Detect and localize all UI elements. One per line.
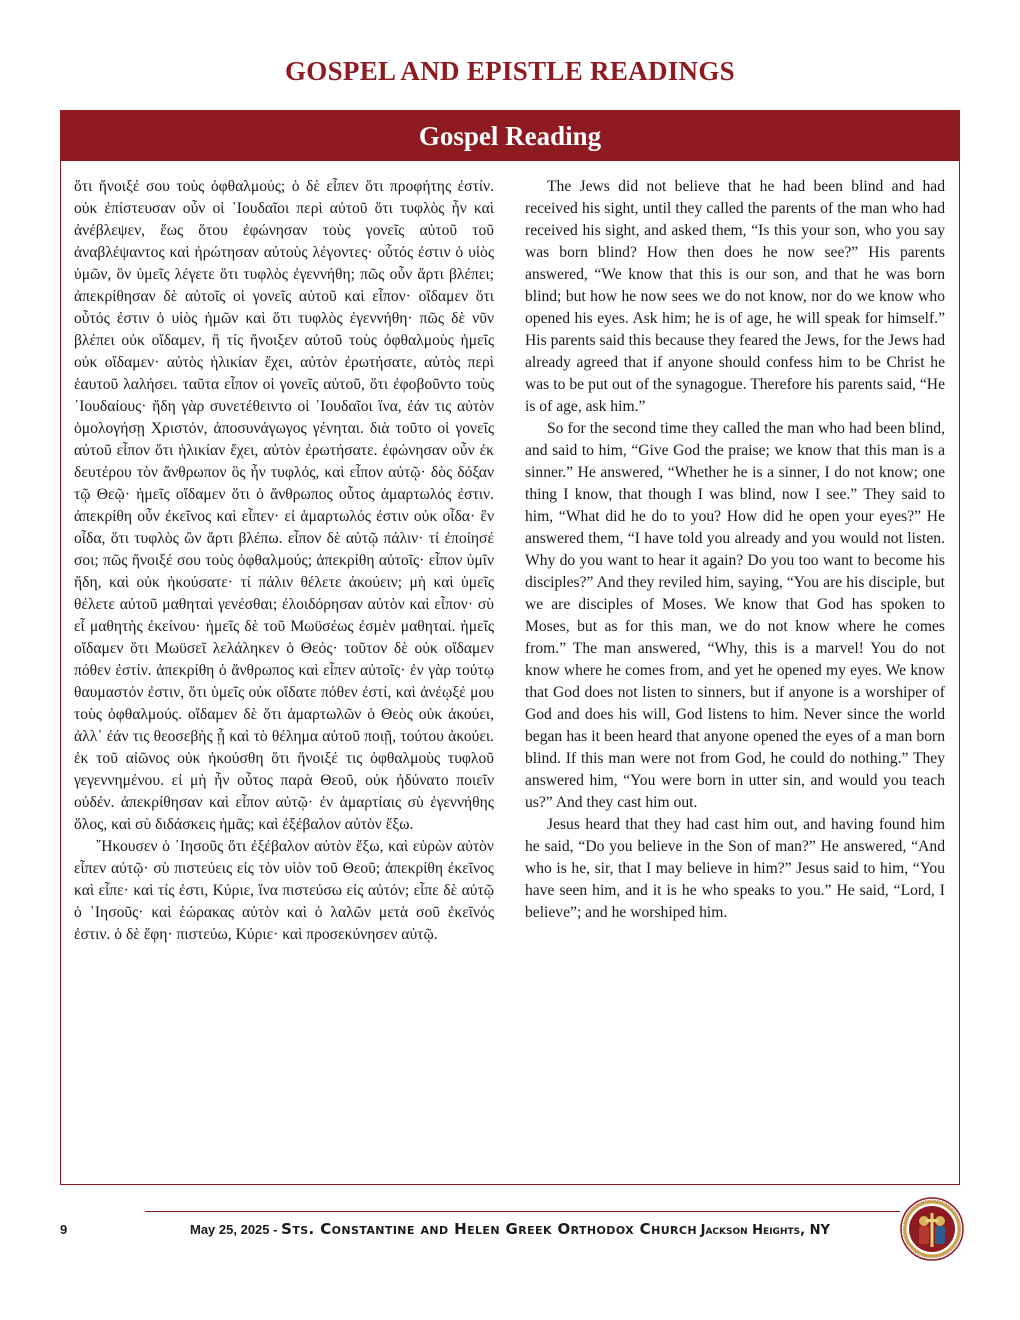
page-title: GOSPEL AND EPISTLE READINGS bbox=[285, 56, 735, 86]
english-paragraph: Jesus heard that they had cast him out, and having found him he said, “Do you believe in the Son of man?” He answered, “And who is he, sir, that I may believe in him?” Jesus said to him, “You have seen him, and it is he who speaks to you.” He said, “Lord, I believe”; and he worshiped him. bbox=[525, 816, 945, 921]
english-paragraph: So for the second time they called the man who had been blind, and said to him, “Give God the praise; we know that this man is a sinner.” He answered, “Whether he is a sinner, I do not know; one thing I know, that though I was blind, now I see.” They said to him, “What did he do to you? How did he open your eyes?” He answered them, “I have told you already and you would not listen. Why do you want to hear it again? Do you too want to become his disciples?” And they reviled him, saying, “You are his disciple, but we are disciples of Moses. We know that God has spoken to Moses, but as for this man, we do not know where he comes from.” The man answered, “Why, this is a marvel! You do not know where he comes from, and yet he opened my eyes. We know that God does not listen to sinners, but if anyone is a worshiper of God and does his will, God listens to him. Never since the world began has it been heard that anyone opened the eyes of a man born blind. If this man were not from God, he could do nothing.” They answered him, “You were born in utter sin, and would you teach us?” And they cast him out. bbox=[525, 420, 945, 811]
page-number: 9 bbox=[60, 1222, 68, 1237]
footer-line bbox=[190, 1220, 890, 1238]
footer-separator: - bbox=[273, 1222, 278, 1237]
english-paragraph: The Jews did not believe that he had been blind and had received his sight, until they called the parents of the man who had received his sight, and asked them, “Is this your son, who you say was born blind? How then does he now see?” His parents answered, “We know that this is our son, and that he was born blind; but how he now sees we do not know, nor do we know who opened his eyes. Ask him; he is of age, he will speak for himself.” His parents said this because they feared the Jews, for the Jews had already agreed that if anyone should confess him to be Christ he was to be put out of the synagogue. Therefore his parents said, “He is of age, ask him.” bbox=[525, 178, 945, 415]
church-seal-icon bbox=[900, 1197, 964, 1261]
greek-paragraph: ὅτι ἤνοιξέ σου τοὺς ὀφθαλμούς; ὁ δὲ εἶπεν ὅτι προφήτης ἐστίν. οὐκ ἐπίστευσαν οὖν οἱ ᾿Ιουδαῖοι περὶ αὐτοῦ ὅτι τυφλὸς ἦν καὶ ἀνέβλεψεν, ἕως ὅτου ἐφώνησαν τοὺς γονεῖς αὐτοῦ τοῦ ἀναβλέψαντος καὶ ἠρώτησαν αὐτοὺς λέγοντες· οὗτός ἐστιν ὁ υἱὸς ὑμῶν, ὃν ὑμεῖς λέγετε ὅτι τυφλὸς ἐγεννήθη; πῶς οὖν ἄρτι βλέπει; ἀπεκρίθησαν δὲ αὐτοῖς οἱ γονεῖς αὐτοῦ καὶ εἶπον· οἴδαμεν ὅτι οὗτός ἐστιν ὁ υἱὸς ἡμῶν καὶ ὅτι τυφλὸς ἐγεννήθη· πῶς δὲ νῦν βλέπει οὐκ οἴδαμεν, ἢ τίς ἤνοιξεν αὐτοῦ τοὺς ὀφθαλμοὺς ἡμεῖς οὐκ οἴδαμεν· αὐτὸς ἡλικίαν ἔχει, αὐτὸν ἐρωτήσατε, αὐτὸς περὶ ἑαυτοῦ λαλήσει. ταῦτα εἶπον οἱ γονεῖς αὐτοῦ, ὅτι ἐφοβοῦντο τοὺς ᾿Ιουδαίους· ἤδη γὰρ συνετέθειντο οἱ ᾿Ιουδαῖοι ἵνα, ἐάν τις αὐτὸν ὁμολογήσῃ Χριστόν, ἀποσυνάγωγος γένηται. διὰ τοῦτο οἱ γονεῖς αὐτοῦ εἶπον ὅτι ἡλικίαν ἔχει, αὐτὸν ἐρωτήσατε. ἐφώνησαν οὖν ἐκ δευτέρου τὸν ἄνθρωπον ὃς ἦν τυφλός, καὶ εἶπον αὐτῷ· δὸς δόξαν τῷ Θεῷ· ἡμεῖς οἴδαμεν ὅτι ὁ ἄνθρωπος οὗτος ἁμαρτωλός ἐστιν. ἀπεκρίθη οὖν ἐκεῖνος καὶ εἶπεν· εἰ ἁμαρτωλός ἐστιν οὐκ οἶδα· ἓν οἶδα, ὅτι τυφλὸς ὢν ἄρτι βλέπω. εἶπον δὲ αὐτῷ πάλιν· τί ἐποίησέ σοι; πῶς ἤνοιξέ σου τοὺς ὀφθαλμούς; ἀπεκρίθη αὐτοῖς· εἶπον ὑμῖν ἤδη, καὶ οὐκ ἠκούσατε· τί πάλιν θέλετε ἀκούειν; μὴ καὶ ὑμεῖς θέλετε αὐτοῦ μαθηταὶ γενέσθαι; ἐλοιδόρησαν αὐτὸν καὶ εἶπον· σὺ εἶ μαθητὴς ἐκείνου· ἡμεῖς δὲ τοῦ Μωϋσέως ἐσμὲν μαθηταί. ἡμεῖς οἴδαμεν ὅτι Μωϋσεῖ λελάληκεν ὁ Θεός· τοῦτον δὲ οὐκ οἴδαμεν πόθεν ἐστίν. ἀπεκρίθη ὁ ἄνθρωπος καὶ εἶπεν αὐτοῖς· ἐν γὰρ τούτῳ θαυμαστόν ἐστιν, ὅτι ὑμεῖς οὐκ οἴδατε πόθεν ἐστί, καὶ ἀνέῳξέ μου τοὺς ὀφθαλμούς. οἴδαμεν δὲ ὅτι ἁμαρτωλῶν ὁ Θεὸς οὐκ ἀκούει, ἀλλ᾿ ἐάν τις θεοσεβὴς ᾖ καὶ τὸ θέλημα αὐτοῦ ποιῇ, τούτου ἀκούει. ἐκ τοῦ αἰῶνος οὐκ ἠκούσθη ὅτι ἤνοιξέ τις ὀφθαλμοὺς τυφλοῦ γεγεννημένου. εἰ μὴ ἦν οὗτος παρὰ Θεοῦ, οὐκ ἠδύνατο ποιεῖν οὐδέν. ἀπεκρίθησαν καὶ εἶπον αὐτῷ· ἐν ἁμαρτίαις σὺ ἐγεννήθης ὅλος, καὶ σὺ διδάσκεις ἡμᾶς; καὶ ἐξέβαλον αὐτὸν ἔξω. bbox=[74, 178, 494, 833]
gospel-reading-frame bbox=[60, 110, 960, 1185]
footer-location: Jackson Heights, NY bbox=[700, 1223, 830, 1238]
greek-text-column bbox=[74, 176, 494, 946]
footer-divider bbox=[145, 1211, 900, 1212]
footer-date: May 25, 2025 bbox=[190, 1222, 270, 1237]
section-banner: Gospel Reading bbox=[61, 111, 959, 161]
english-text-column bbox=[525, 176, 945, 924]
footer-church-name: Sts. Constantine and Helen Greek Orthodox Church bbox=[281, 1220, 697, 1238]
greek-paragraph: ῎Ηκουσεν ὁ ᾿Ιησοῦς ὅτι ἐξέβαλον αὐτὸν ἔξω, καὶ εὑρὼν αὐτὸν εἶπεν αὐτῷ· σὺ πιστεύεις εἰς τὸν υἱὸν τοῦ Θεοῦ; ἀπεκρίθη ἐκεῖνος καὶ εἶπε· καὶ τίς ἐστι, Κύριε, ἵνα πιστεύσω εἰς αὐτόν; εἶπε δὲ αὐτῷ ὁ ᾿Ιησοῦς· καὶ ἑώρακας αὐτὸν καὶ ὁ λαλῶν μετὰ σοῦ ἐκεῖνός ἐστιν. ὁ δὲ ἔφη· πιστεύω, Κύριε· καὶ προσεκύνησεν αὐτῷ. bbox=[74, 838, 494, 943]
